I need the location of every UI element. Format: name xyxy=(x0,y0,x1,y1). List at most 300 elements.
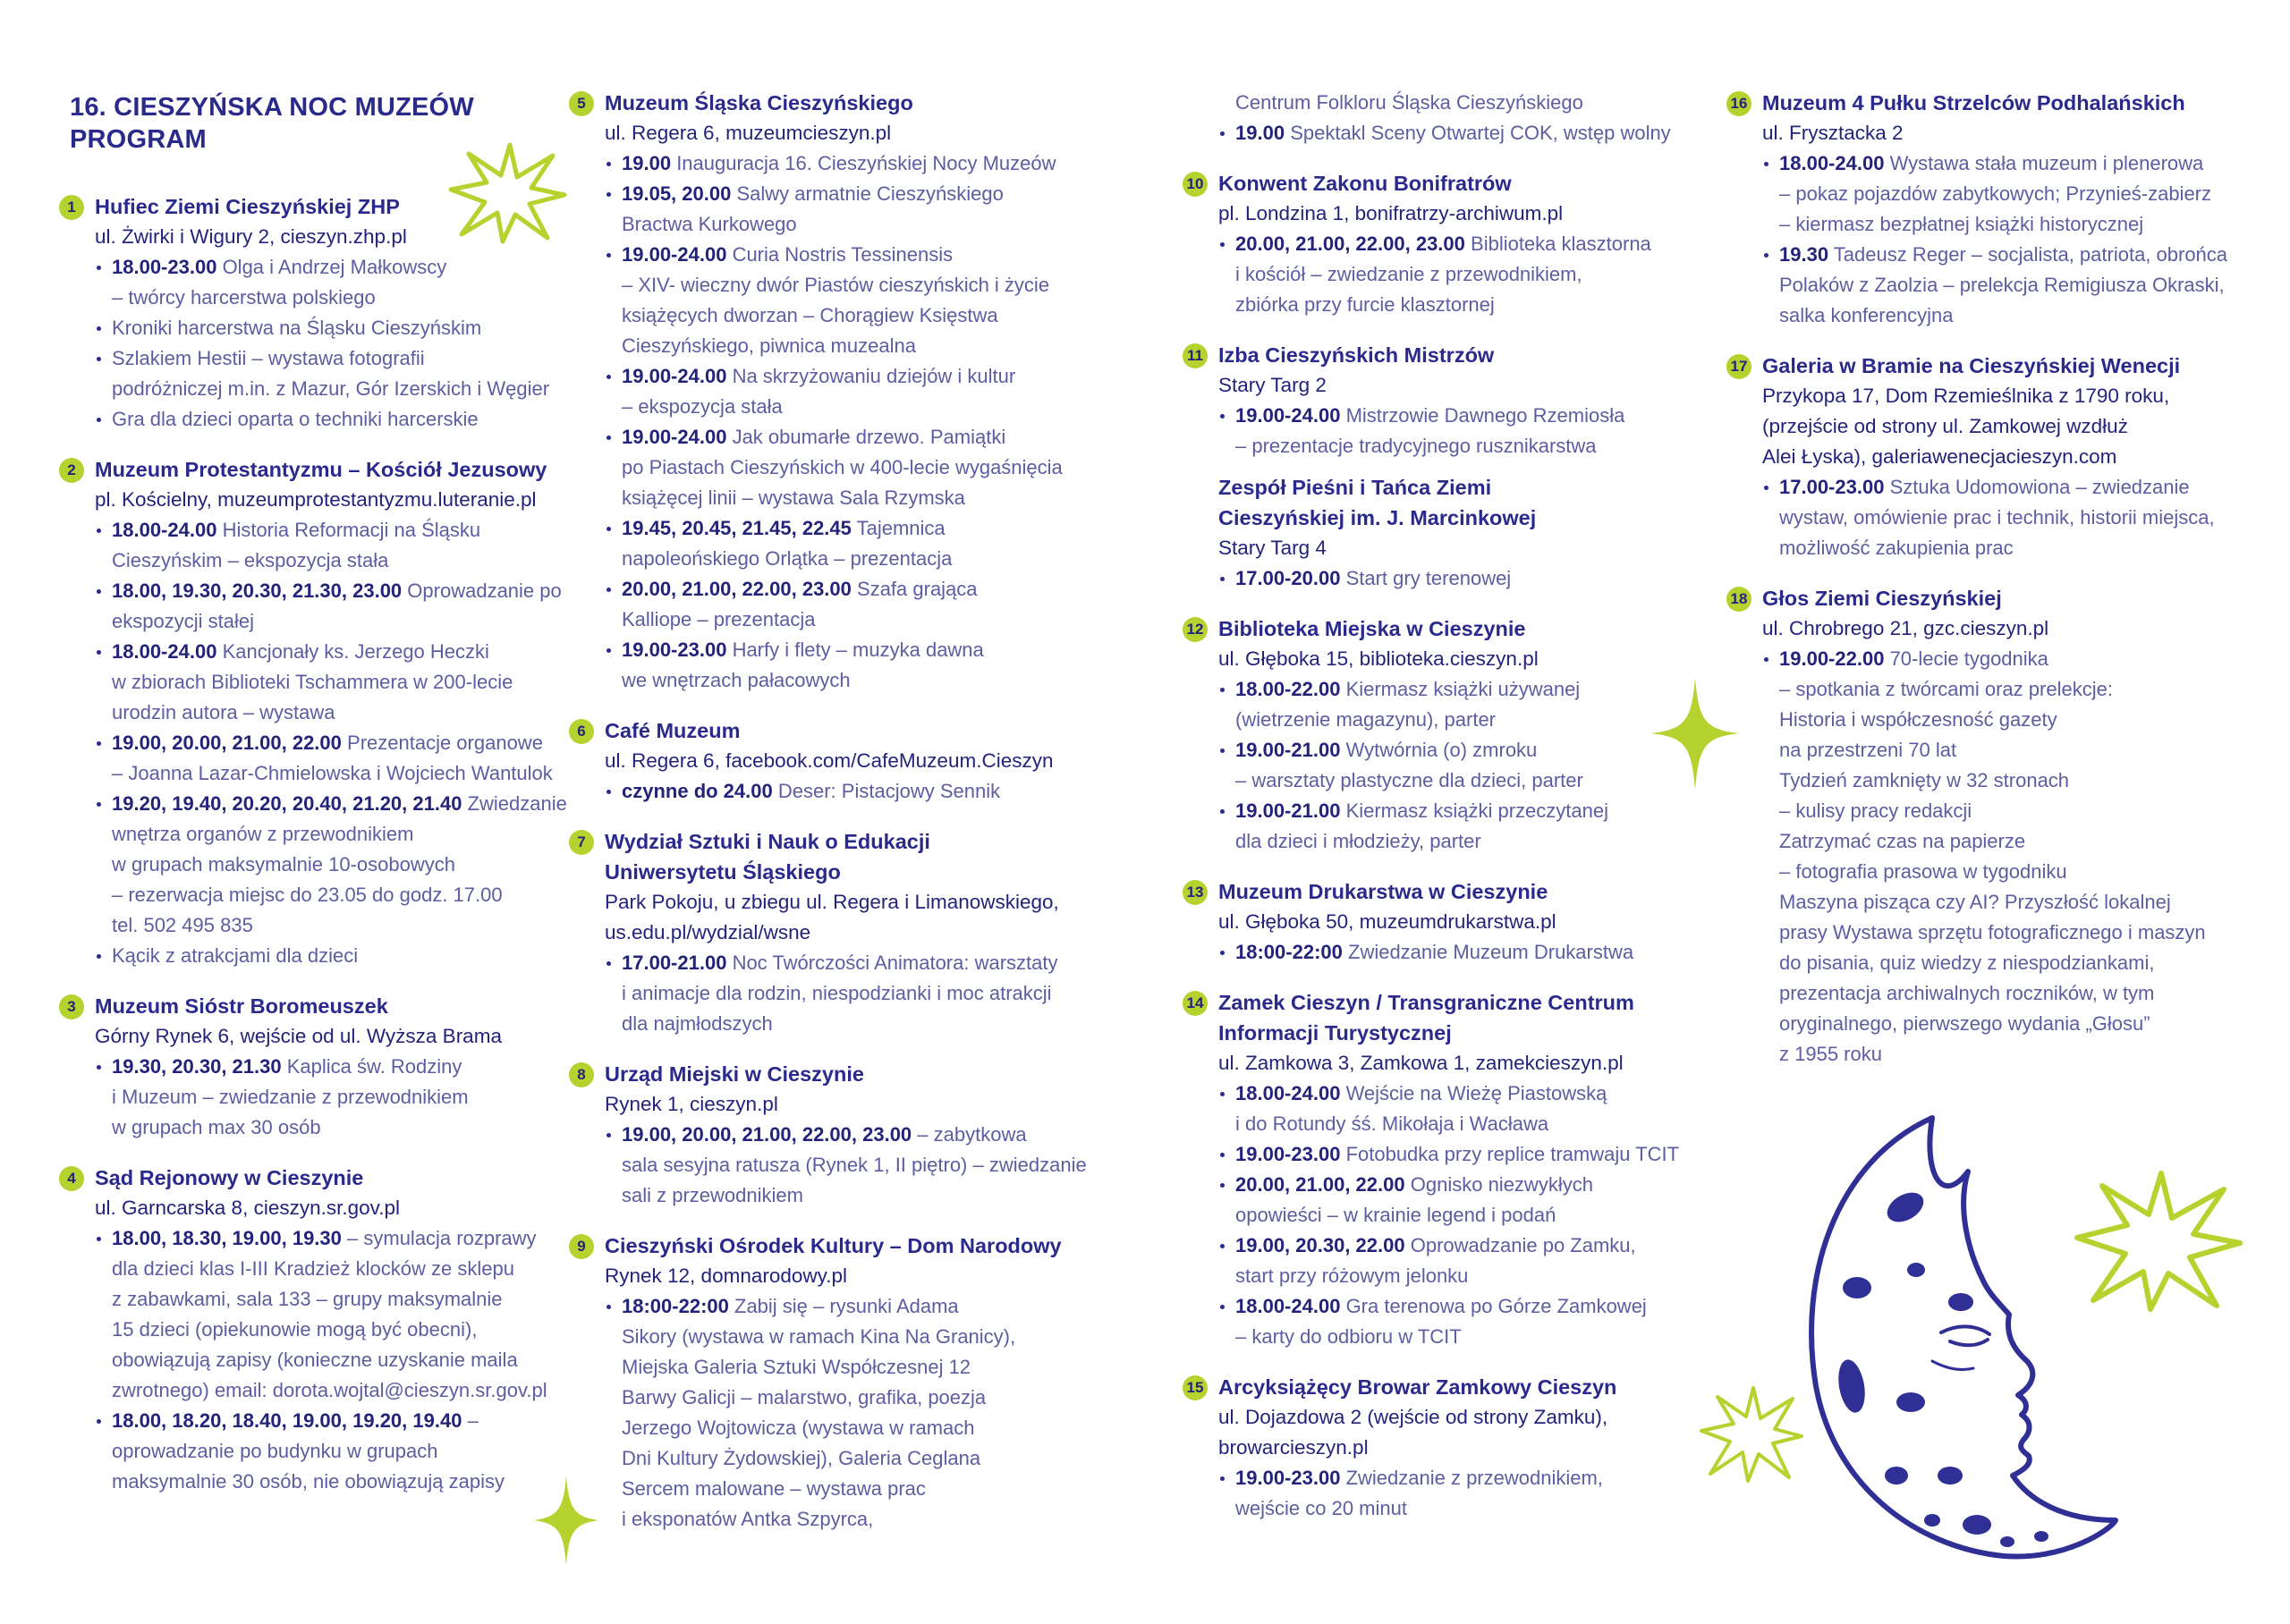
program-item xyxy=(95,252,571,313)
venue-title xyxy=(1762,88,2263,118)
event-text: możliwość zakupienia prac xyxy=(1779,537,2014,559)
event-time: 19.00-21.00 xyxy=(1235,739,1341,761)
venue-title-line: Zamek Cieszyn / Transgraniczne Centrum xyxy=(1218,991,1634,1014)
venue-address-line: ul. Regera 6, facebook.com/CafeMuzeum.Cieszyn xyxy=(605,749,1054,772)
venue-number-badge: 6 xyxy=(569,719,594,744)
program-item xyxy=(1218,1170,1737,1231)
venue-number-badge: 18 xyxy=(1726,587,1751,612)
venue-title xyxy=(1218,340,1737,370)
event-text: tel. 502 495 835 xyxy=(112,914,253,936)
event-text: Wystawa stała muzeum i plenerowa xyxy=(1889,152,2204,174)
event-text: książęcych dworzan – Chorągiew Księstwa xyxy=(622,304,998,326)
venue-title xyxy=(605,88,1124,118)
program-item xyxy=(95,728,571,789)
venue-number-badge: 13 xyxy=(1183,880,1208,905)
event-text: Miejska Galeria Sztuki Współczesnej 12 xyxy=(622,1356,971,1378)
venue-header xyxy=(569,1231,1124,1261)
venue-header xyxy=(59,454,571,485)
event-time: 18.00-24.00 xyxy=(112,640,217,663)
venue-address xyxy=(59,1193,571,1223)
venue-title-line: Izba Cieszyńskich Mistrzów xyxy=(1218,343,1495,367)
event-time: 19.00, 20.00, 21.00, 22.00, 23.00 xyxy=(622,1123,912,1146)
event-time: 19.30 xyxy=(1779,243,1829,266)
venue-title xyxy=(1762,583,2263,613)
venue-title xyxy=(95,991,571,1021)
program-item xyxy=(1218,937,1737,968)
event-text: Salwy armatnie Cieszyńskiego xyxy=(736,182,1004,205)
event-text: Wejście na Wieżę Piastowską xyxy=(1345,1082,1607,1104)
event-time: 18.00, 18.30, 19.00, 19.30 xyxy=(112,1227,342,1249)
continued-text xyxy=(1183,88,1737,118)
program-item xyxy=(95,1052,571,1143)
program-item xyxy=(605,1291,1124,1535)
program-list xyxy=(1183,1463,1737,1524)
event-time: 18.00-24.00 xyxy=(1235,1295,1341,1317)
program-item xyxy=(95,789,571,941)
event-text: Tadeusz Reger – socjalista, patriota, obrońca xyxy=(1833,243,2228,266)
venue-title-line: Urząd Miejski w Cieszynie xyxy=(605,1062,864,1086)
venue-title-line: Uniwersytetu Śląskiego xyxy=(605,860,841,884)
venue-address xyxy=(59,485,571,515)
program-list xyxy=(59,515,571,971)
event-text: Curia Nostris Tessinensis xyxy=(732,243,954,266)
program-item xyxy=(605,574,1124,635)
venue-address-line: ul. Frysztacka 2 xyxy=(1762,122,1904,144)
event-text: Prezentacje organowe xyxy=(347,732,543,754)
event-time: 19.30, 20.30, 21.30 xyxy=(112,1055,282,1078)
program-item xyxy=(1762,472,2263,563)
event-text: start przy różowym jelonku xyxy=(1235,1265,1469,1287)
venue-title xyxy=(605,715,1124,746)
venue-header xyxy=(59,1163,571,1193)
venue-address-line: ul. Zamkowa 3, Zamkowa 1, zamekcieszyn.pl xyxy=(1218,1052,1624,1074)
venue-title-line: Café Muzeum xyxy=(605,719,741,742)
venue-title-line: Sąd Rejonowy w Cieszynie xyxy=(95,1166,364,1189)
event-text: Gra terenowa po Górze Zamkowej xyxy=(1345,1295,1647,1317)
event-text: – zabytkowa xyxy=(917,1123,1027,1146)
program-item xyxy=(605,179,1124,240)
venue-subtitle-line: Cieszyńskiej im. J. Marcinkowej xyxy=(1218,506,1537,529)
program-list xyxy=(1183,229,1737,320)
event-time: 19.00-21.00 xyxy=(1235,799,1341,822)
event-text: 15 dzieci (opiekunowie mogą być obecni), xyxy=(112,1318,478,1341)
event-text: – karty do odbioru w TCIT xyxy=(1235,1325,1462,1348)
venue-address-line: (przejście od strony ul. Zamkowej wzdłuż xyxy=(1762,415,2128,437)
event-text: 70-lecie tygodnika xyxy=(1889,647,2048,670)
venue-number-badge: 15 xyxy=(1183,1375,1208,1400)
event-text: – rezerwacja miejsc do 23.05 do godz. 17.00 xyxy=(112,884,503,906)
program-list xyxy=(59,1052,571,1143)
venue-title-line: Hufiec Ziemi Cieszyńskiej ZHP xyxy=(95,195,400,218)
title-line: 16. CIESZYŃSKA NOC MUZEÓW xyxy=(70,93,474,122)
event-time: 18.00-23.00 xyxy=(112,256,217,278)
event-text: Olga i Andrzej Małkowscy xyxy=(222,256,447,278)
program-item xyxy=(1218,796,1737,857)
venue-address xyxy=(1183,370,1737,401)
title-line: PROGRAM xyxy=(70,125,207,154)
venue-title-line: Galeria w Bramie na Cieszyńskiej Wenecji xyxy=(1762,354,2181,377)
program-item xyxy=(95,941,571,971)
event-text: salka konferencyjna xyxy=(1779,304,1954,326)
program-item xyxy=(1218,401,1737,461)
event-text: (wietrzenie magazynu), parter xyxy=(1235,708,1497,731)
event-text: Bractwa Kurkowego xyxy=(622,213,797,235)
venue-section xyxy=(1183,1372,1737,1524)
event-text: napoleońskiego Orlątka – prezentacja xyxy=(622,547,953,570)
event-text: Kroniki harcerstwa na Śląsku Cieszyńskim xyxy=(112,317,482,339)
venue-number-badge: 7 xyxy=(569,830,594,855)
event-text: urodzin autora – wystawa xyxy=(112,701,335,723)
venue-number-badge: 11 xyxy=(1183,343,1208,368)
venue-section xyxy=(1726,351,2263,563)
program-item xyxy=(95,576,571,637)
event-time: 19.00, 20.30, 22.00 xyxy=(1235,1234,1405,1256)
event-text: Mistrzowie Dawnego Rzemiosła xyxy=(1345,404,1625,427)
event-time: 17.00-20.00 xyxy=(1235,567,1341,589)
event-text: Szlakiem Hestii – wystawa fotografii xyxy=(112,347,425,369)
event-text: Szafa grająca xyxy=(857,578,978,600)
venue-address-line: ul. Chrobrego 21, gzc.cieszyn.pl xyxy=(1762,617,2049,639)
event-text: Historia Reformacji na Śląsku xyxy=(222,519,481,541)
venue-section xyxy=(569,88,1124,696)
event-time: 20.00, 21.00, 22.00, 23.00 xyxy=(622,578,852,600)
event-text: podróżniczej m.in. z Mazur, Gór Izerskich i Węgier xyxy=(112,377,550,400)
event-text: sali z przewodnikiem xyxy=(622,1184,803,1206)
venue-header xyxy=(569,715,1124,746)
venue-section xyxy=(1726,88,2263,331)
venue-address-line: ul. Głęboka 15, biblioteka.cieszyn.pl xyxy=(1218,647,1539,670)
event-text: Gra dla dzieci oparta o techniki harcerskie xyxy=(112,408,479,430)
venue-title xyxy=(1218,168,1737,199)
event-time: 18:00-22:00 xyxy=(1235,941,1343,963)
venue-number-badge: 1 xyxy=(59,195,84,220)
venue-title xyxy=(1218,1372,1737,1402)
program-item xyxy=(95,637,571,728)
event-text: Zwiedzanie wnętrza organów z przewodnikiem xyxy=(112,792,567,845)
starburst-icon xyxy=(447,141,568,244)
program-item xyxy=(95,1223,571,1406)
venue-section xyxy=(1183,168,1737,320)
event-text: Kalliope – prezentacja xyxy=(622,608,816,630)
event-text: – oprowadzanie po budynku w grupach xyxy=(112,1409,479,1462)
event-text: z 1955 roku xyxy=(1779,1043,1882,1065)
event-text: sala sesyjna ratusza (Rynek 1, II piętro) – zwiedzanie xyxy=(622,1154,1087,1176)
program-list xyxy=(1726,148,2263,331)
venue-header xyxy=(1726,88,2263,118)
event-text: do pisania, quiz wiedzy z niespodziankami, xyxy=(1779,952,2155,974)
event-time: 18.00-24.00 xyxy=(112,519,217,541)
event-text: Maszyna pisząca czy AI? Przyszłość lokalnej xyxy=(1779,891,2171,913)
venue-title-line: Muzeum Drukarstwa w Cieszynie xyxy=(1218,880,1548,903)
program-item xyxy=(605,422,1124,513)
program-item xyxy=(1762,644,2263,1070)
program-item xyxy=(1762,148,2263,240)
venue-address xyxy=(1726,613,2263,644)
venue-section xyxy=(1183,88,1737,148)
event-text: Harfy i flety – muzyka dawna xyxy=(732,639,984,661)
venue-section xyxy=(569,826,1124,1039)
column-1 xyxy=(59,88,571,1517)
event-text: we wnętrzach pałacowych xyxy=(622,669,851,691)
venue-title xyxy=(605,1231,1124,1261)
venue-address-line: pl. Kościelny, muzeumprotestantyzmu.luteranie.pl xyxy=(95,488,537,511)
venue-title xyxy=(95,454,571,485)
venue-address-line: Park Pokoju, u zbiegu ul. Regera i Limanowskiego, xyxy=(605,891,1059,913)
program-item xyxy=(1762,240,2263,331)
venue-address xyxy=(1183,907,1737,937)
venue-address-line: ul. Regera 6, muzeumcieszyn.pl xyxy=(605,122,892,144)
column-3 xyxy=(1183,88,1737,1544)
event-text: maksymalnie 30 osób, nie obowiązują zapisy xyxy=(112,1470,505,1493)
venue-address xyxy=(1183,1402,1737,1463)
event-text: Jak obumarłe drzewo. Pamiątki xyxy=(732,426,1006,448)
event-text: Wytwórnia (o) zmroku xyxy=(1345,739,1538,761)
event-time: 20.00, 21.00, 22.00 xyxy=(1235,1173,1405,1196)
venue-section xyxy=(59,1163,571,1497)
event-text: – warsztaty plastyczne dla dzieci, parter xyxy=(1235,769,1583,791)
event-text: Polaków z Zaolzia – prelekcja Remigiusza Okraski, xyxy=(1779,274,2225,296)
venue-title-line: Muzeum 4 Pułku Strzelców Podhalańskich xyxy=(1762,91,2185,114)
program-item xyxy=(605,148,1124,179)
event-time: 19.00-22.00 xyxy=(1779,647,1885,670)
event-text: Sikory (wystawa w ramach Kina Na Granicy), xyxy=(622,1325,1016,1348)
venue-number-badge: 8 xyxy=(569,1062,594,1087)
venue-section xyxy=(59,991,571,1143)
venue-title-line: Informacji Turystycznej xyxy=(1218,1021,1452,1045)
venue-header xyxy=(59,991,571,1021)
venue-title-line: Biblioteka Miejska w Cieszynie xyxy=(1218,617,1526,640)
event-text: – Joanna Lazar-Chmielowska i Wojciech Wantulok xyxy=(112,762,553,784)
event-time: 18.00-24.00 xyxy=(1779,152,1885,174)
event-text: wejście co 20 minut xyxy=(1235,1497,1407,1519)
event-text: Zwiedzanie z przewodnikiem, xyxy=(1345,1467,1603,1489)
event-text: Sztuka Udomowiona – zwiedzanie xyxy=(1889,476,2190,498)
event-time: 19.00-24.00 xyxy=(1235,404,1341,427)
event-text: w grupach max 30 osób xyxy=(112,1116,321,1138)
event-text: Kancjonały ks. Jerzego Heczki xyxy=(222,640,489,663)
venue-address xyxy=(1183,533,1737,563)
program-item xyxy=(1218,1139,1737,1170)
venue-number-badge: 17 xyxy=(1726,354,1751,379)
event-text: prezentacja archiwalnych roczników, w tym xyxy=(1779,982,2155,1004)
program-list xyxy=(1183,118,1737,148)
event-text: Kiermasz książki przeczytanej xyxy=(1345,799,1608,822)
crescent-moon-icon xyxy=(1798,1100,2120,1565)
event-time: 18.00, 19.30, 20.30, 21.30, 23.00 xyxy=(112,579,403,602)
venue-address xyxy=(1183,199,1737,229)
program-item xyxy=(95,313,571,343)
venue-header xyxy=(1183,340,1737,370)
event-text: – twórcy harcerstwa polskiego xyxy=(112,286,376,309)
event-text: Tydzień zamknięty w 32 stronach xyxy=(1779,769,2070,791)
event-text: i Muzeum – zwiedzanie z przewodnikiem xyxy=(112,1086,469,1108)
venue-title xyxy=(1218,613,1737,644)
event-text: z zabawkami, sala 133 – grupy maksymalnie xyxy=(112,1288,503,1310)
venue-section xyxy=(1183,340,1737,594)
event-time: 19.00 xyxy=(1235,122,1285,144)
event-text: w grupach maksymalnie 10-osobowych xyxy=(112,853,455,875)
program-list xyxy=(1726,644,2263,1070)
event-text: Dni Kultury Żydowskiej), Galeria Ceglana xyxy=(622,1447,981,1469)
event-time: 19.05, 20.00 xyxy=(622,182,732,205)
program-list xyxy=(569,1120,1124,1211)
event-time: 18.00-24.00 xyxy=(1235,1082,1341,1104)
event-time: 19.00-23.00 xyxy=(1235,1467,1341,1489)
event-text: książęcej linii – wystawa Sala Rzymska xyxy=(622,486,965,509)
program-item xyxy=(1218,1078,1737,1139)
program-list xyxy=(59,252,571,435)
event-text: w zbiorach Biblioteki Tschammera w 200-lecie xyxy=(112,671,513,693)
venue-header xyxy=(1726,351,2263,381)
venue-address xyxy=(1183,644,1737,674)
event-text: Sercem malowane – wystawa prac xyxy=(622,1477,926,1500)
event-text: Zwiedzanie Muzeum Drukarstwa xyxy=(1348,941,1634,963)
venue-address xyxy=(1726,118,2263,148)
venue-title xyxy=(95,1163,571,1193)
program-item xyxy=(605,513,1124,574)
four-point-star-icon xyxy=(1650,678,1740,790)
event-text: – spotkania z twórcami oraz prelekcje: xyxy=(1779,678,2113,700)
column-4 xyxy=(1726,88,2263,1089)
program-list xyxy=(1183,937,1737,968)
program-item xyxy=(605,361,1124,422)
event-text: dla dzieci klas I-III Kradzież klocków ze sklepu xyxy=(112,1257,514,1280)
event-text: zbiórka przy furcie klasztornej xyxy=(1235,293,1495,316)
event-text: i eksponatów Antka Szpyrca, xyxy=(622,1508,874,1530)
venue-header xyxy=(1183,876,1737,907)
event-text: Spektakl Sceny Otwartej COK, wstęp wolny xyxy=(1290,122,1671,144)
program-list xyxy=(1183,563,1737,594)
event-time: 19.00, 20.00, 21.00, 22.00 xyxy=(112,732,342,754)
venue-section xyxy=(569,1231,1124,1535)
program-list xyxy=(1183,401,1737,461)
event-text: dla najmłodszych xyxy=(622,1012,773,1035)
event-text: – XIV- wieczny dwór Piastów cieszyńskich i życie xyxy=(622,274,1050,296)
venue-header xyxy=(1183,1372,1737,1402)
event-text: Kiermasz książki używanej xyxy=(1345,678,1581,700)
program-item xyxy=(95,343,571,404)
venue-section xyxy=(569,715,1124,807)
venue-address-line: Alei Łyska), galeriawenecjacieszyn.com xyxy=(1762,445,2117,468)
venue-section xyxy=(1726,583,2263,1070)
event-time: 19.00-24.00 xyxy=(622,365,727,387)
event-text: Historia i współczesność gazety xyxy=(1779,708,2057,731)
venue-address-line: us.edu.pl/wydzial/wsne xyxy=(605,921,811,943)
venue-title-line: Głos Ziemi Cieszyńskiej xyxy=(1762,587,2002,610)
venue-number-badge: 4 xyxy=(59,1166,84,1191)
event-text: Oprowadzanie po Zamku, xyxy=(1410,1234,1636,1256)
event-text: Jerzego Wojtowicza (wystawa w ramach xyxy=(622,1417,975,1439)
venue-number-badge: 12 xyxy=(1183,617,1208,642)
event-text: Na skrzyżowaniu dziejów i kultur xyxy=(732,365,1016,387)
event-text: wystaw, omówienie prac i technik, historii miejsca, xyxy=(1779,506,2215,529)
event-text: i do Rotundy śś. Mikołaja i Wacława xyxy=(1235,1112,1549,1135)
program-item xyxy=(605,1120,1124,1211)
venue-title-line: Cieszyński Ośrodek Kultury – Dom Narodowy xyxy=(605,1234,1062,1257)
venue-number-badge: 2 xyxy=(59,458,84,483)
event-text: Zatrzymać czas na papierze xyxy=(1779,830,2026,852)
program-item xyxy=(1218,563,1737,594)
program-item xyxy=(1218,1231,1737,1291)
venue-address-line: ul. Głęboka 50, muzeumdrukarstwa.pl xyxy=(1218,910,1556,933)
venue-number-badge: 3 xyxy=(59,994,84,1019)
venue-address-line: Górny Rynek 6, wejście od ul. Wyższa Brama xyxy=(95,1025,502,1047)
venue-section xyxy=(1183,876,1737,968)
column-2 xyxy=(569,88,1124,1554)
program-item xyxy=(605,776,1124,807)
venue-header xyxy=(1183,613,1737,644)
venue-address xyxy=(569,118,1124,148)
venue-title-line: Muzeum Sióstr Boromeuszek xyxy=(95,994,388,1018)
venue-address xyxy=(569,746,1124,776)
venue-address-line: pl. Londzina 1, bonifratrzy-archiwum.pl xyxy=(1218,202,1564,224)
event-text: Ognisko niezwykłych xyxy=(1410,1173,1593,1196)
event-text: opowieści – w krainie legend i podań xyxy=(1235,1204,1556,1226)
venue-section xyxy=(569,1059,1124,1211)
event-time: 19.00 xyxy=(622,152,672,174)
event-text: – ekspozycja stała xyxy=(622,395,783,418)
venue-title-line: Konwent Zakonu Bonifratrów xyxy=(1218,172,1512,195)
venue-address xyxy=(569,1089,1124,1120)
program-item xyxy=(1218,118,1737,148)
event-text: oryginalnego, pierwszego wydania „Głosu” xyxy=(1779,1012,2150,1035)
venue-section xyxy=(59,454,571,971)
event-text: Deser: Pistacjowy Sennik xyxy=(777,780,1001,802)
event-time: 19.20, 19.40, 20.20, 20.40, 21.20, 21.40 xyxy=(112,792,462,815)
event-text: Biblioteka klasztorna xyxy=(1471,233,1651,255)
event-time: 18.00, 18.20, 18.40, 19.00, 19.20, 19.40 xyxy=(112,1409,462,1432)
starburst-icon xyxy=(1698,1384,1805,1484)
venue-title xyxy=(605,826,1124,887)
event-text: i animacje dla rodzin, niespodzianki i moc atrakcji xyxy=(622,982,1052,1004)
program-list xyxy=(1183,1078,1737,1352)
event-time: 17.00-21.00 xyxy=(622,952,727,974)
event-text: Oprowadzanie po ekspozycji stałej xyxy=(112,579,562,632)
program-item xyxy=(605,635,1124,696)
event-text: obowiązują zapisy (konieczne uzyskanie maila xyxy=(112,1349,518,1371)
event-time: 19.00-24.00 xyxy=(622,243,727,266)
program-item xyxy=(95,1406,571,1497)
venue-address-line: Stary Targ 2 xyxy=(1218,374,1327,396)
event-text: – symulacja rozprawy xyxy=(347,1227,537,1249)
venue-header xyxy=(1726,583,2263,613)
venue-address-line: Rynek 12, domnarodowy.pl xyxy=(605,1265,847,1287)
venue-address-line: Przykopa 17, Dom Rzemieślnika z 1790 roku, xyxy=(1762,385,2170,407)
event-time: 19.00-23.00 xyxy=(1235,1143,1341,1165)
program-item xyxy=(1218,1463,1737,1524)
event-text: – fotografia prasowa w tygodniku xyxy=(1779,860,2067,883)
venue-number-badge: 16 xyxy=(1726,91,1751,116)
event-text: dla dzieci i młodzieży, parter xyxy=(1235,830,1481,852)
program-item xyxy=(95,515,571,576)
program-list xyxy=(569,148,1124,696)
venue-header xyxy=(569,1059,1124,1089)
event-text: Zabij się – rysunki Adama xyxy=(734,1295,959,1317)
event-text: – kiermasz bezpłatnej książki historycznej xyxy=(1779,213,2144,235)
venue-address-line: Stary Targ 4 xyxy=(1218,537,1327,559)
venue-title-line: Wydział Sztuki i Nauk o Edukacji xyxy=(605,830,930,853)
event-text: zwrotnego) email: dorota.wojtal@cieszyn.sr.gov.pl xyxy=(112,1379,547,1401)
venue-title-line: Muzeum Śląska Cieszyńskiego xyxy=(605,91,913,114)
event-time: 19.00-24.00 xyxy=(622,426,727,448)
venue-address-line: ul. Dojazdowa 2 (wejście od strony Zamku), xyxy=(1218,1406,1608,1428)
event-text: prasy Wystawa sprzętu fotograficznego i maszyn xyxy=(1779,921,2206,943)
program-list xyxy=(59,1223,571,1497)
venue-address xyxy=(569,1261,1124,1291)
program-item xyxy=(1218,1291,1737,1352)
venue-header xyxy=(569,88,1124,118)
event-text: na przestrzeni 70 lat xyxy=(1779,739,1957,761)
